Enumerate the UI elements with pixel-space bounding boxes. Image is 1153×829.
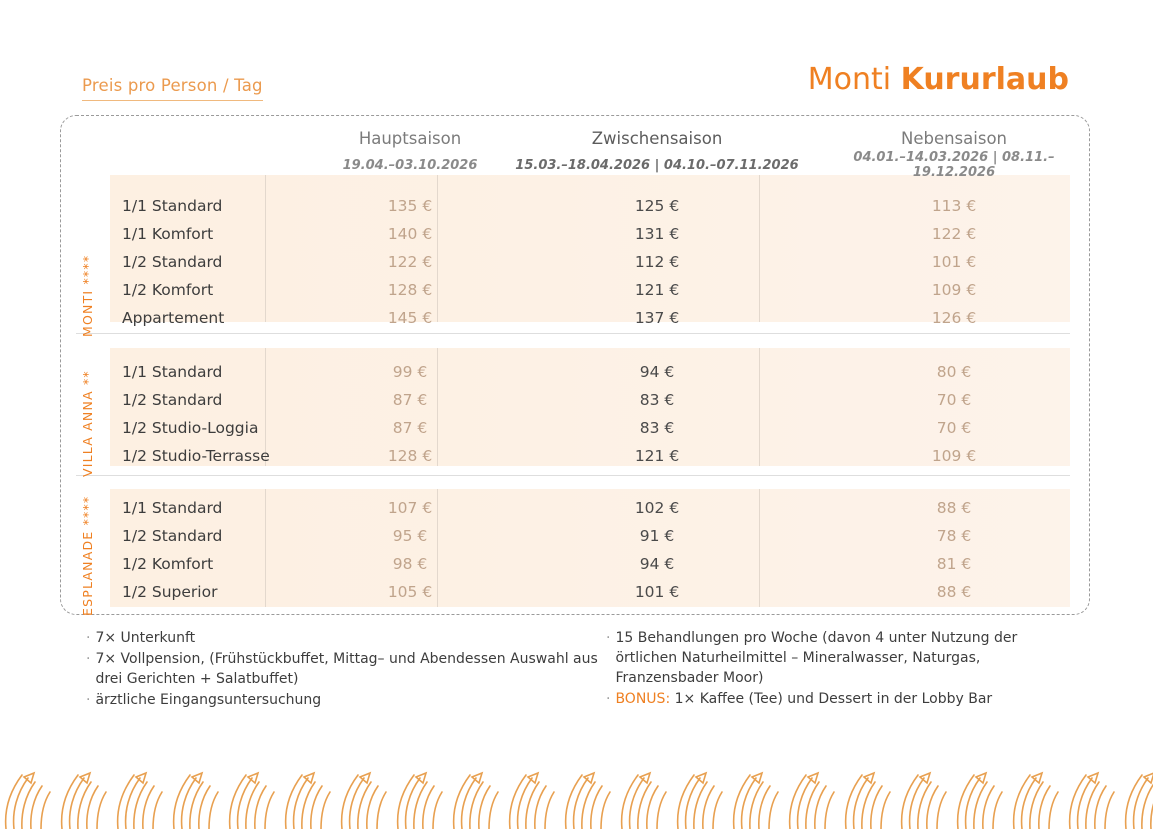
brand-name-bold: Kururlaub <box>900 62 1069 97</box>
table-row <box>60 358 1090 386</box>
price-hauptsaison: 105 € <box>387 583 433 601</box>
list-item-bonus <box>606 689 1076 709</box>
price-nebensaison: 70 € <box>936 419 972 437</box>
table-header-dates-row <box>60 150 1090 192</box>
group-label-cell <box>60 578 112 606</box>
price-hauptsaison: 135 € <box>387 197 433 215</box>
room-type: 1/1 Standard <box>122 499 223 517</box>
group-label-cell <box>60 220 112 248</box>
price-hauptsaison: 128 € <box>387 447 433 465</box>
group-label-cell <box>60 386 112 414</box>
room-type: 1/2 Komfort <box>122 281 214 299</box>
group-label-esplanade: ESPLANADE **** <box>80 495 95 616</box>
price-hauptsaison: 107 € <box>387 499 433 517</box>
bullet-icon: · <box>86 630 91 646</box>
bonus-label: BONUS: <box>615 691 671 708</box>
group-label-monti: MONTI **** <box>80 254 95 337</box>
table-body <box>60 192 1090 606</box>
note-text-bonus <box>615 689 1076 709</box>
group-label-cell <box>60 358 112 386</box>
price-nebensaison: 122 € <box>931 225 977 243</box>
bonus-text: 1× Kaffee (Tee) und Dessert in der Lobby Bar <box>670 691 993 708</box>
price-hauptsaison: 99 € <box>392 363 428 381</box>
group-gap-row <box>60 332 1090 358</box>
season-name-zwischensaison: Zwischensaison <box>591 129 723 148</box>
price-hauptsaison: 95 € <box>392 527 428 545</box>
bullet-icon: · <box>86 692 91 709</box>
room-type: 1/2 Studio-Loggia <box>122 419 259 437</box>
room-type: Appartement <box>122 309 225 327</box>
list-item <box>606 628 1076 688</box>
season-name-hauptsaison: Hauptsaison <box>358 129 462 148</box>
table-row <box>60 248 1090 276</box>
table-row <box>60 220 1090 248</box>
spacer-cell <box>60 150 112 192</box>
pattern-svg <box>0 769 1153 829</box>
decorative-pattern <box>0 769 1153 829</box>
note-text: 7× Vollpension, (Frühstückbuffet, Mittag– und Abendessen Auswahl aus drei Gerichten + Salatbuffet) <box>95 651 598 688</box>
price-nebensaison: 88 € <box>936 583 972 601</box>
price-zwischensaison: 94 € <box>639 555 675 573</box>
table-row <box>60 276 1090 304</box>
price-nebensaison: 109 € <box>931 281 977 299</box>
spacer-cell <box>112 150 324 192</box>
price-nebensaison: 80 € <box>936 363 972 381</box>
season-dates-zwischensaison: 15.03.–18.04.2026 | 04.10.–07.11.2026 <box>515 157 799 173</box>
brand-logo <box>808 62 1069 97</box>
table-row <box>60 522 1090 550</box>
price-nebensaison: 101 € <box>931 253 977 271</box>
room-type: 1/2 Komfort <box>122 555 214 573</box>
table-row <box>60 494 1090 522</box>
price-zwischensaison: 125 € <box>634 197 680 215</box>
price-zwischensaison: 83 € <box>639 391 675 409</box>
room-type: 1/2 Studio-Terrasse <box>122 447 270 465</box>
room-type: 1/2 Standard <box>122 391 223 409</box>
price-zwischensaison: 83 € <box>639 419 675 437</box>
price-zwischensaison: 121 € <box>634 447 680 465</box>
pricing-table <box>60 115 1090 606</box>
table-row <box>60 192 1090 220</box>
table-header <box>60 115 1090 192</box>
price-zwischensaison: 94 € <box>639 363 675 381</box>
room-type: 1/1 Komfort <box>122 225 214 243</box>
price-nebensaison: 88 € <box>936 499 972 517</box>
list-item <box>86 690 606 710</box>
price-hauptsaison: 140 € <box>387 225 433 243</box>
room-type: 1/2 Standard <box>122 527 223 545</box>
group-label-cell <box>60 494 112 522</box>
price-zwischensaison: 121 € <box>634 281 680 299</box>
price-nebensaison: 78 € <box>936 527 972 545</box>
price-hauptsaison: 128 € <box>387 281 433 299</box>
price-zwischensaison: 137 € <box>634 309 680 327</box>
price-hauptsaison: 145 € <box>387 309 433 327</box>
room-type: 1/2 Standard <box>122 253 223 271</box>
group-label-villa-anna: VILLA ANNA ** <box>80 370 95 477</box>
price-hauptsaison: 87 € <box>392 391 428 409</box>
table-header-names-row <box>60 115 1090 150</box>
note-text: ärztliche Eingangsuntersuchung <box>95 692 322 709</box>
list-item <box>86 649 606 689</box>
group-label-cell <box>60 550 112 578</box>
group-label-cell <box>60 276 112 304</box>
price-nebensaison: 81 € <box>936 555 972 573</box>
note-text: 7× Unterkunft <box>95 630 196 646</box>
list-item <box>86 628 606 648</box>
table-row <box>60 550 1090 578</box>
inclusions-notes <box>86 628 1086 711</box>
price-nebensaison: 113 € <box>931 197 977 215</box>
price-zwischensaison: 101 € <box>634 583 680 601</box>
price-nebensaison: 126 € <box>931 309 977 327</box>
price-hauptsaison: 87 € <box>392 419 428 437</box>
group-label-cell <box>60 304 112 332</box>
group-gap-row <box>60 470 1090 494</box>
season-name-nebensaison: Nebensaison <box>900 129 1008 148</box>
season-dates-hauptsaison: 19.04.–03.10.2026 <box>342 157 478 173</box>
room-type: 1/1 Standard <box>122 197 223 215</box>
brand-name-light: Monti <box>807 62 901 97</box>
spacer-cell <box>60 115 112 150</box>
group-label-cell <box>60 248 112 276</box>
price-nebensaison: 70 € <box>936 391 972 409</box>
group-label-cell <box>60 414 112 442</box>
group-label-cell <box>60 192 112 220</box>
group-label-cell <box>60 522 112 550</box>
spacer-cell <box>112 115 324 150</box>
season-dates-nebensaison: 04.01.–14.03.2026 | 08.11.–19.12.2026 <box>853 150 1055 180</box>
price-nebensaison: 109 € <box>931 447 977 465</box>
group-label-cell <box>60 442 112 470</box>
page-subtitle: Preis pro Person / Tag <box>82 76 263 101</box>
table-row <box>60 578 1090 606</box>
bullet-icon: · <box>86 651 91 668</box>
note-text: 15 Behandlungen pro Woche (davon 4 unter Nutzung der örtlichen Naturheilmittel – Mineralwasser, Naturgas, Franzensbader Moor) <box>615 630 1018 687</box>
page-header <box>0 62 1153 106</box>
price-hauptsaison: 98 € <box>392 555 428 573</box>
price-zwischensaison: 102 € <box>634 499 680 517</box>
inclusions-column-left <box>86 628 606 711</box>
price-zwischensaison: 91 € <box>639 527 675 545</box>
bullet-icon: · <box>606 630 611 646</box>
price-hauptsaison: 122 € <box>387 253 433 271</box>
price-zwischensaison: 131 € <box>634 225 680 243</box>
table-row <box>60 414 1090 442</box>
table-row <box>60 386 1090 414</box>
room-type: 1/1 Standard <box>122 363 223 381</box>
bullet-icon: · <box>606 691 611 708</box>
price-zwischensaison: 112 € <box>634 253 680 271</box>
room-type: 1/2 Superior <box>122 583 218 601</box>
inclusions-column-right <box>606 628 1076 711</box>
table-row <box>60 304 1090 332</box>
table-row <box>60 442 1090 470</box>
